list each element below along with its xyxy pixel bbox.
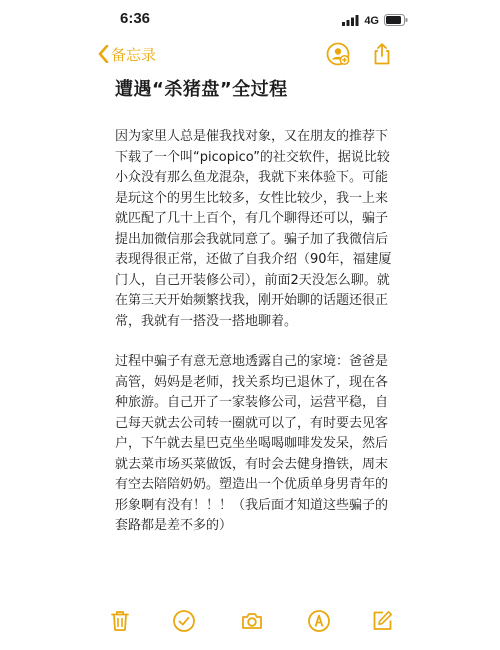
person-add-icon[interactable] [326, 42, 350, 66]
nav-bar [0, 38, 500, 72]
back-label: 备忘录 [111, 46, 157, 64]
markup-icon[interactable] [307, 609, 331, 633]
compose-icon[interactable] [370, 609, 394, 633]
trash-icon[interactable] [108, 609, 132, 633]
note-paragraph: 因为家里人总是催我找对象，又在朋友的推荐下下载了一个叫“picopico”的社交软件，据说比较小众没有那么鱼龙混杂，我就下来体验下。可能是玩这个的男生比较多，女性比较少，我一上来就匹配了几十上百个，有几个聊得还可以，骗子提出加微信那会我就同意了。骗子加了我微信后表现得很正常，还做了自我介绍（90年，福建厦门人，自己开装修公司），前面2天没怎么聊。就在第三天开始频繁找我，刚开始聊的话题还很正常，我就有一搭没一搭地聊着。 [115, 129, 392, 329]
status-bar [0, 0, 500, 34]
chevron-left-icon [98, 45, 109, 65]
note-paragraph: 过程中骗子有意无意地透露自己的家境：爸爸是高管，妈妈是老师，找关系均已退休了，现在各种旅游。自己开了一家装修公司，运营平稳，自己每天就去公司转一圈就可以了，有时要去见客户，下午就去星巴克坐坐喝喝咖啡发发呆，然后就去菜市场买菜做饭，有时会去健身撸铁，周末有空去陪陪奶奶。塑造出一个优质单身男青年的形象啊有没有！！！（我后面才知道这些骗子的套路都是差不多的） [115, 354, 389, 533]
note-title: 遭遇“杀猪盘”全过程 [115, 79, 288, 100]
camera-icon[interactable] [240, 609, 264, 633]
battery-icon [384, 11, 408, 30]
signal-icon [342, 11, 359, 30]
bottom-toolbar [0, 605, 500, 637]
share-icon[interactable] [370, 42, 394, 66]
checklist-icon[interactable] [172, 609, 196, 633]
status-indicators [342, 11, 408, 30]
network-type: 4G [364, 14, 379, 27]
back-button[interactable] [98, 44, 156, 65]
note-content[interactable] [115, 75, 395, 537]
status-time: 6:36 [120, 10, 151, 27]
